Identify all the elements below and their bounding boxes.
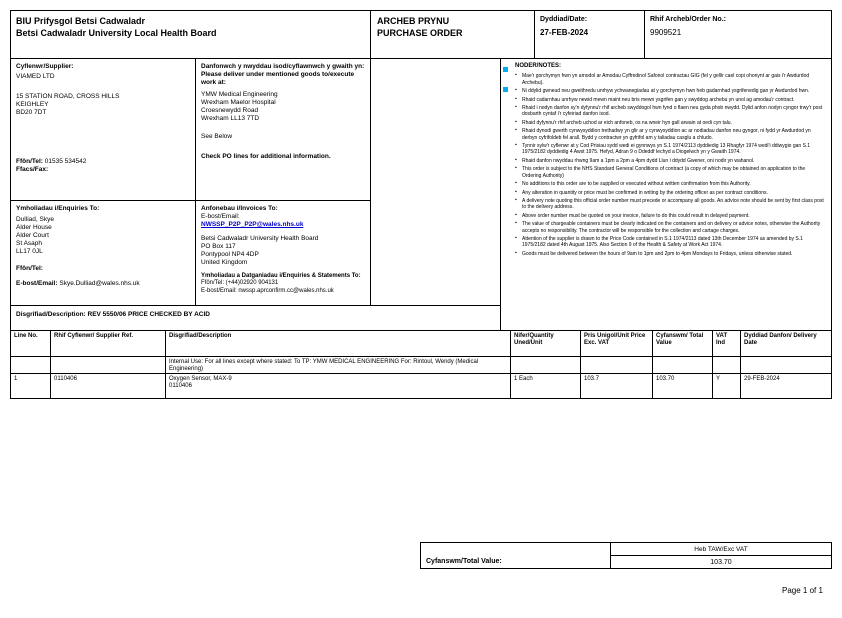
- deliver-to-address-line: Wrexham Maelor Hospital: [201, 99, 276, 106]
- note-item: ▪ This order is subject to the NHS Standard General Conditions of contract (a copy of which may be obtained on application to the Ordering Authority): [515, 166, 825, 179]
- order-date-value: 27-FEB-2024: [540, 28, 589, 37]
- enquiries-address-line: Alder Court: [16, 232, 49, 239]
- supplier-section: [10, 58, 196, 201]
- internal-cell-empty: [50, 356, 166, 374]
- supplier-address-line: BD20 7DT: [16, 109, 47, 116]
- deliver-to-address-line: YMW Medical Engineering: [201, 91, 278, 98]
- supplier-address-line: KEIGHLEY: [16, 101, 49, 108]
- col-header-unit-price: Pris Unigol/Unit Price Exc. VAT: [580, 330, 653, 357]
- item-description-line1: Oxygen Sensor, MAX-9: [169, 376, 232, 382]
- col-header-vat-ind: VAT Ind: [712, 330, 741, 357]
- item-quantity: 1 Each: [510, 373, 581, 399]
- notes-list: [515, 73, 825, 257]
- item-line-no: 1: [10, 373, 51, 399]
- note-item: ▪ Goods must be delivered between the hours of 9am to 1pm and 2pm to 4pm Mondays to Fridays, unless otherwise stated.: [515, 251, 825, 257]
- note-item: ▪ Mae'r gorchymyn hwn yn amodol ar Amodau Cyffredinol Safonol contractau GIG (fel y gellir cael copi ohonynt ar gais i'r Awdurdod Archebu).: [515, 73, 825, 86]
- supplier-label: Cyflenwr/Supplier:: [16, 63, 74, 70]
- supplier-name: VIAMED LTD: [16, 73, 55, 80]
- enquiries-address-line: Dulliad, Skye: [16, 216, 54, 223]
- items-table-row: [10, 373, 832, 399]
- statements-email: E-bost/Email: nwssp.aprconfirm.cc@wales.nhs.uk: [201, 287, 334, 294]
- note-item: ▪ Rhaid cadarnhau unrhyw newid mewn maint neu bris mewn ysgrifen gan y swyddog archebu yn unol ag amodau'r contract.: [515, 97, 825, 103]
- item-description: [165, 373, 511, 399]
- note-item: ▪ Rhaid danfon nwyddau rhwng 9am a 1pm a 2pm a 4pm dydd Llun i ddydd Gwener, oni nodir yn wahanol.: [515, 158, 825, 164]
- item-unit-price: 103.7: [580, 373, 653, 399]
- supplier-fax-line: [16, 166, 190, 174]
- deliver-to-see-below: See Below: [201, 133, 233, 140]
- org-header-cell: [10, 10, 371, 59]
- deliver-to-address: [201, 91, 365, 123]
- enquiries-section: [10, 200, 196, 306]
- invoices-address-line: Betsi Cadwaladr University Health Board: [201, 235, 319, 242]
- enquiries-phone-line: [16, 265, 190, 273]
- deliver-to-label: Danfonwch y nwyddau isod/cyflawnwch y gwaith yn: Please deliver under mentioned goods to/execute work at:: [201, 63, 365, 86]
- doc-title-english: PURCHASE ORDER: [377, 28, 463, 38]
- enquiries-email-line: [16, 280, 190, 288]
- deliver-to-section: [195, 58, 371, 201]
- invoices-address: [201, 235, 365, 267]
- internal-use-note: Internal Use: For all lines except where stated: To TP: YMW MEDICAL ENGINEERING For: Rintoul, Wendy (Medical Engineering): [165, 356, 511, 374]
- internal-cell-empty: [580, 356, 653, 374]
- totals-label: Cyfanswm/Total Value:: [426, 558, 502, 565]
- invoices-section: [195, 200, 371, 306]
- enquiries-address: [16, 216, 190, 256]
- col-header-description: Disgrifiad/Description: [165, 330, 511, 357]
- note-item: ▪ Rhaid dyfynnu'r rhif archeb uchod ar eich anfoneb, os na wneir hyn gall arwain at oedi cyn talu.: [515, 120, 825, 126]
- supplier-phone-label: Ffôn/Tel:: [16, 158, 43, 165]
- order-number-cell: [644, 10, 832, 59]
- order-number-value: 9909521: [650, 28, 682, 37]
- note-item: ▪ No additions to this order are to be supplied or executed without written confirmation from this Authority.: [515, 181, 825, 187]
- supplier-contact: [16, 158, 190, 196]
- enquiries-email-label: E-bost/Email:: [16, 280, 58, 287]
- doc-title-cell: [370, 10, 535, 59]
- supplier-address: [16, 93, 190, 117]
- enquiries-address-line: Alder House: [16, 224, 52, 231]
- deliver-to-note: Check PO lines for additional information.: [201, 153, 331, 160]
- deliver-to-address-line: Croesnewydd Road: [201, 107, 259, 114]
- note-item: ▪ Rhaid i nodyn danfon sy'n dyfynnu'r rhif archeb swyddogol hwn fynd o flaen neu gyda phob nwydd. Dylid anfon nodyn cyngor trwy'r post dosbarth cyntaf i'r cyfeiriad danfon isod.: [515, 105, 825, 118]
- order-number-label: Rhif Archeb/Order No.:: [650, 16, 726, 23]
- supplier-phone-value: 01535 534542: [44, 158, 87, 165]
- items-table-internal-row: [10, 356, 832, 374]
- totals-value: 103.70: [710, 559, 732, 566]
- statements-label: Ymholiadau a Datganiadau i/Enquiries & Statements To:: [201, 273, 361, 279]
- invoices-address-line: United Kingdom: [201, 259, 248, 266]
- invoices-email-link[interactable]: NWSSP_P2P_P2P@wales.nhs.uk: [201, 221, 304, 228]
- internal-cell-empty: [652, 356, 713, 374]
- invoices-address-line: Pontypool NP4 4DP: [201, 251, 259, 258]
- supplier-phone-line: [16, 158, 190, 166]
- order-date-cell: [534, 10, 645, 59]
- note-item: ▪ A delivery note quoting this official order number must precede or accompany all goods. An advice note should be sent by first class post to the delivery address.: [515, 198, 825, 211]
- note-item: ▪ The value of chargeable containers must be clearly indicated on the containers and on delivery or advice notes, otherwise the Authority accepts no responsibility. The contractor will be responsible for the collection and cartage charges.: [515, 221, 825, 234]
- statements-phone: Ffôn/Tel: (+44)02920 904131: [201, 280, 279, 287]
- notes-section: [500, 58, 832, 331]
- internal-cell-empty: [712, 356, 741, 374]
- note-item: ▪ Above order number must be quoted on your invoice, failure to do this could result in delayed payment.: [515, 213, 825, 219]
- enquiries-email-value: Skye.Dulliad@wales.nhs.uk: [59, 280, 140, 287]
- org-name-welsh: BIU Prifysgol Betsi Cadwaladr: [16, 16, 146, 26]
- enquiries-address-line: LL17 0JL: [16, 248, 43, 255]
- doc-title-welsh: ARCHEB PRYNU: [377, 16, 450, 26]
- col-header-delivery-date: Dyddiad Danfon/ Delivery Date: [740, 330, 832, 357]
- enquiries-label: Ymholiadau i/Enquiries To:: [16, 205, 100, 212]
- item-delivery-date: 29-FEB-2024: [740, 373, 832, 399]
- totals-vat-header: Heb TAW/Exc VAT: [611, 543, 831, 556]
- supplier-address-line: 15 STATION ROAD, CROSS HILLS: [16, 93, 120, 100]
- item-total-value: 103.70: [652, 373, 713, 399]
- order-date-label: Dyddiad/Date:: [540, 16, 588, 23]
- internal-cell-empty: [740, 356, 832, 374]
- item-description-line2: 0110406: [169, 383, 192, 390]
- cyan-marker-icon: [503, 87, 508, 92]
- note-item: ▪ Rhaid dynodi gwerth cynwysyddion trethadwy yn glir ar y cynwysyddion ac ar nodiadau danfon neu gyngor, ni fydd yr Awdurdod yn derbyn cyfrifoldeb fel arall. Bydd y contractwr yn gyfrifol am y taliadau casglu a chludo.: [515, 128, 825, 141]
- col-header-quantity: Nifer/Quantity Uned/Unit: [510, 330, 581, 357]
- totals-value-cell: [610, 542, 832, 569]
- items-table-header: [10, 330, 832, 357]
- item-vat-ind: Y: [712, 373, 741, 399]
- note-item: ▪ Ni ddylid gwneud neu gweithredu unrhyw ychwanegiadau at y gorchymyn hwn heb gadarnhad ysgrifenedig gan yr Awdurdod hwn.: [515, 88, 825, 94]
- note-item: ▪ Any alteration in quantity or price must be confirmed in writing by the ordering officer as per contract conditions.: [515, 190, 825, 196]
- supplier-fax-label: Ffacs/Fax:: [16, 166, 49, 173]
- col-header-line-no: Line No.: [10, 330, 51, 357]
- page-number: Page 1 of 1: [782, 586, 823, 595]
- enquiries-address-line: St Asaph: [16, 240, 43, 247]
- item-supplier-ref: 0110406: [50, 373, 166, 399]
- note-item: ▪ Tynnir sylw'r cyflenwr at y Cod Prisiau sydd wedi ei gynnwys yn S.1 1974/2113 dyddiedig 13 Rhagfyr 1974 wedi'i ddiwygio gan S.1 1975/2182 dyddiedig 4 Awst 1975. Hefyd, Adran 9 o Ddeddf Iechyd a Diogelwch yn y Gwaith 1974.: [515, 143, 825, 156]
- invoices-address-line: PO Box 117: [201, 243, 236, 250]
- col-header-supplier-ref: Rhif Cyflenwr/ Supplier Ref.: [50, 330, 166, 357]
- notes-label: NODER/NOTES:: [515, 63, 562, 69]
- totals-label-cell: [420, 542, 611, 569]
- internal-cell-empty: [510, 356, 581, 374]
- enquiries-phone-label: Ffôn/Tel:: [16, 265, 43, 272]
- description-row: [10, 305, 501, 331]
- cyan-marker-icon: [503, 67, 508, 72]
- org-name-english: Betsi Cadwaladr University Local Health Board: [16, 28, 217, 38]
- invoices-email-label: E-bost/Email:: [201, 213, 240, 220]
- invoices-label: Anfonebau i/Invoices To:: [201, 205, 278, 212]
- deliver-to-address-line: Wrexham LL13 7TD: [201, 115, 260, 122]
- internal-cell-empty: [10, 356, 51, 374]
- col-header-total-value: Cyfanswm/ Total Value: [652, 330, 713, 357]
- note-item: ▪ Attention of the supplier is drawn to the Price Code contained in S.1 1974/2113 dated 13th December 1974 as amended by S.1 1975/2182 dated 4th August 1975. Also Section 9 of the Health & Safety at Work Act 1974.: [515, 236, 825, 249]
- description-text: Disgrifiad/Description: REV 5550/06 PRICE CHECKED BY ACID: [16, 311, 210, 318]
